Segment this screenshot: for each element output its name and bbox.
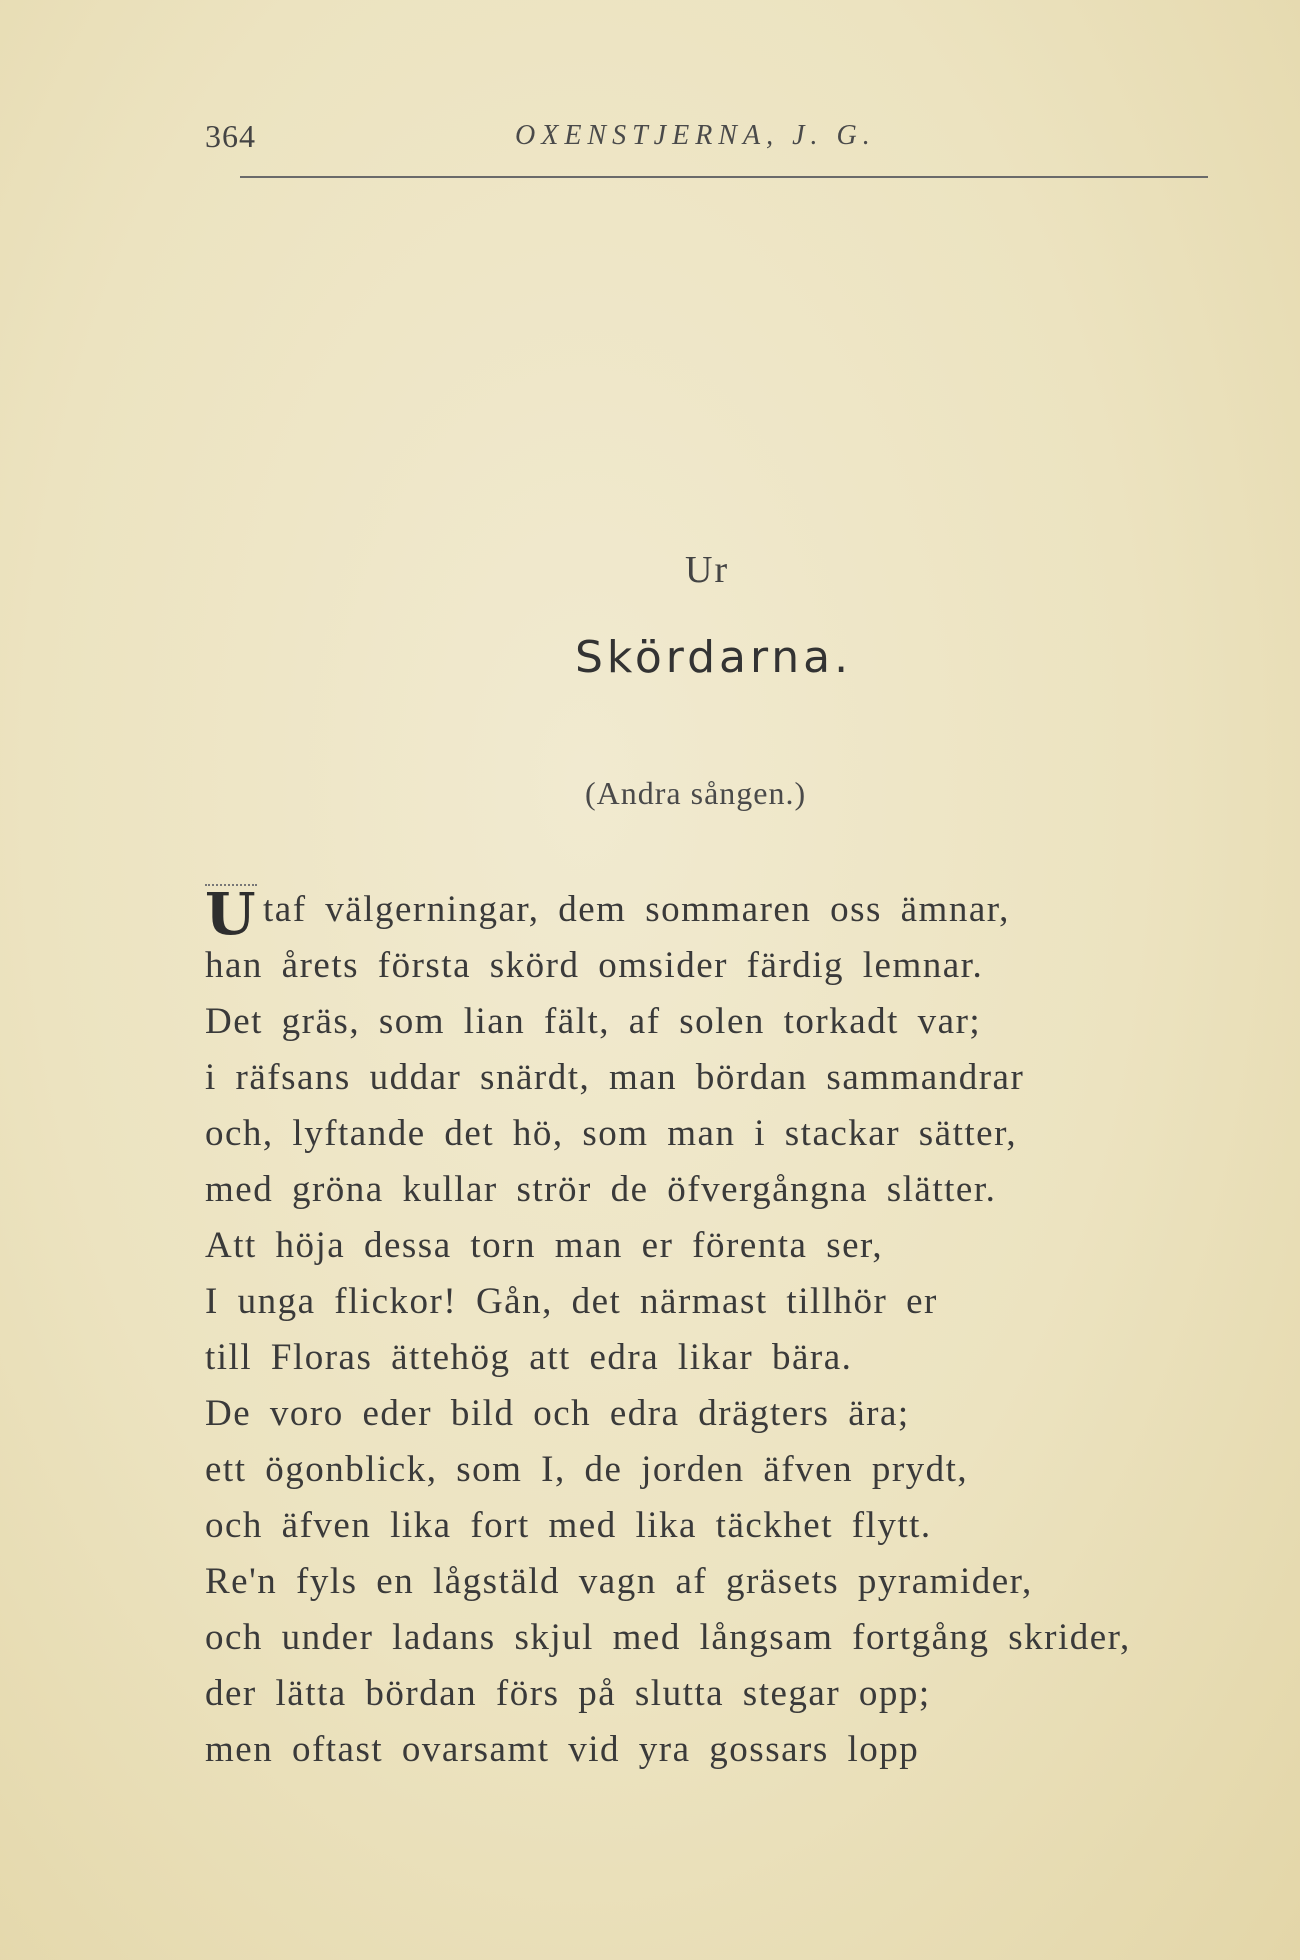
poem-line: Det gräs, som lian fält, af solen torkadt var;	[205, 1001, 982, 1042]
poem-line: och, lyftande det hö, som man i stackar sätter,	[205, 1113, 1018, 1154]
poem-line: och under ladans skjul med långsam fortgång skrider,	[205, 1617, 1131, 1658]
poem-line: I unga flickor! Gån, det närmast tillhör er	[205, 1281, 938, 1322]
poem-line: i räfsans uddar snärdt, man bördan sammandrar	[205, 1057, 1025, 1098]
page-number: 364	[205, 118, 256, 154]
poem-line-1	[205, 880, 1225, 948]
poem-line: men oftast ovarsamt vid yra gossars lopp	[205, 1729, 920, 1770]
poem-line: med gröna kullar strör de öfvergångna slätter.	[205, 1169, 997, 1210]
poem-line: Re'n fyls en lågstäld vagn af gräsets pyramider,	[205, 1561, 1033, 1602]
poem-line: och äfven lika fort med lika täckhet flytt.	[205, 1505, 932, 1546]
title-prefix: Ur	[685, 549, 730, 591]
poem-line: ett ögonblick, som I, de jorden äfven prydt,	[205, 1449, 969, 1490]
page-header	[205, 118, 1205, 158]
header-rule	[240, 176, 1208, 178]
drop-cap: U	[205, 880, 258, 948]
poem-subtitle: (Andra sången.)	[585, 775, 807, 811]
poem-line: der lätta bördan förs på slutta stegar opp;	[205, 1673, 931, 1714]
poem-line: till Floras ättehög att edra likar bära.	[205, 1337, 853, 1378]
running-head: OXENSTJERNA, J. G.	[515, 120, 876, 151]
first-line-text: taf välgerningar, dem sommaren oss ämnar,	[263, 889, 1010, 930]
poem-line: De voro eder bild och edra drägters ära;	[205, 1393, 910, 1434]
poem-line: Att höja dessa torn man er förenta ser,	[205, 1225, 884, 1266]
poem-title: Skördarna.	[575, 632, 853, 683]
poem-body	[205, 882, 1225, 1778]
poem-line: han årets första skörd omsider färdig lemnar.	[205, 945, 984, 986]
